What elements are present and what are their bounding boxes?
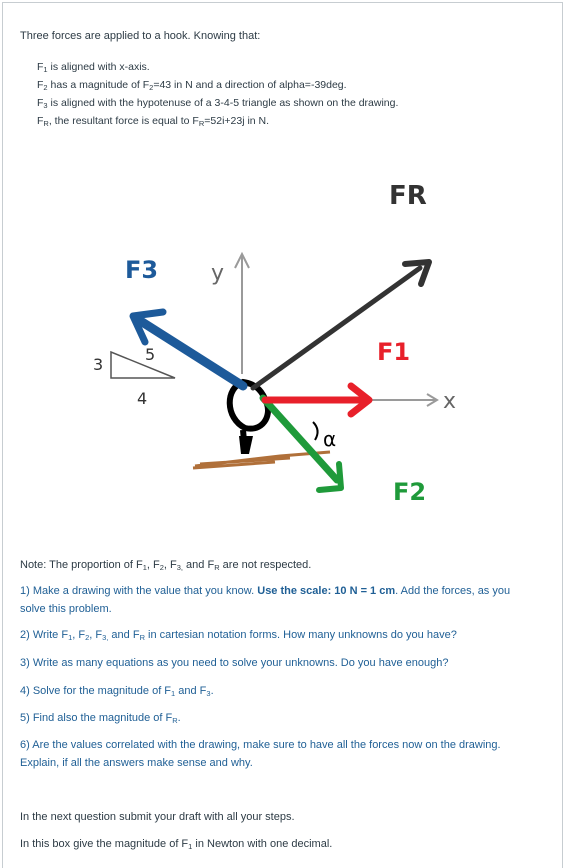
label-f1: F1: [377, 338, 411, 366]
label-y: y: [211, 261, 225, 286]
label-x: x: [443, 389, 457, 414]
triangle-label-5: 5: [145, 345, 156, 364]
question-3: 3) Write as many equations as you need to solve your unknowns. Do you have enough?: [20, 657, 449, 669]
fact-f3: $F_3$ is aligned with the hypotenuse of a 3-4-5 triangle as shown on the drawing.: [37, 97, 399, 110]
force-diagram: [75, 160, 495, 530]
note-text: Note: The proportion of $F_1$, $F_2$, $F_{3,}$ and $F_R$ are not respected.: [20, 559, 312, 572]
fact-fr: $F_R$, the resultant force is equal to $F_R=52i+23j$ in N.: [37, 115, 270, 128]
hook-base: [239, 436, 253, 454]
question-4: 4) Solve for the magnitude of $F_1$ and $F_3$.: [20, 685, 214, 698]
fact-f2: $F_2$ has a magnitude of $F_2=43$ in N and a direction of alpha=-39deg.: [37, 79, 347, 92]
given-facts: [37, 58, 398, 130]
triangle-label-4: 4: [137, 389, 148, 408]
question-5: 5) Find also the magnitude of $F_R$.: [20, 712, 181, 725]
question-6: 6) Are the values correlated with the drawing, make sure to have all the forces now on the drawing. Explain, if all the answers make sense and why.: [20, 739, 501, 769]
label-fr: FR: [389, 181, 427, 211]
triangle-label-3: 3: [93, 355, 104, 374]
triangle-345: [111, 352, 175, 378]
question-1: 1) Make a drawing with the value that you know. Use the scale: 10 N = 1 cm. Add the forces, as you solve this problem.: [20, 585, 511, 615]
alpha-arc: [313, 422, 318, 440]
label-f3: F3: [125, 256, 159, 284]
fr-vector: [253, 268, 420, 388]
next-question-note: In the next question submit your draft with all your steps.: [20, 811, 295, 823]
question-2: 2) Write $F_1$, $F_2$, $F_{3,}$ and $F_R$ in cartesian notation forms. How many unknowns do you have?: [20, 629, 457, 642]
intro-text: Three forces are applied to a hook. Knowing that:: [20, 30, 261, 42]
label-alpha: α: [323, 427, 337, 451]
final-instruction: In this box give the magnitude of $F_1$ in Newton with one decimal.: [20, 838, 333, 851]
hook: [230, 382, 268, 429]
label-f2: F2: [393, 478, 427, 506]
fact-f1: $F_1$ is aligned with x-axis.: [37, 61, 150, 74]
